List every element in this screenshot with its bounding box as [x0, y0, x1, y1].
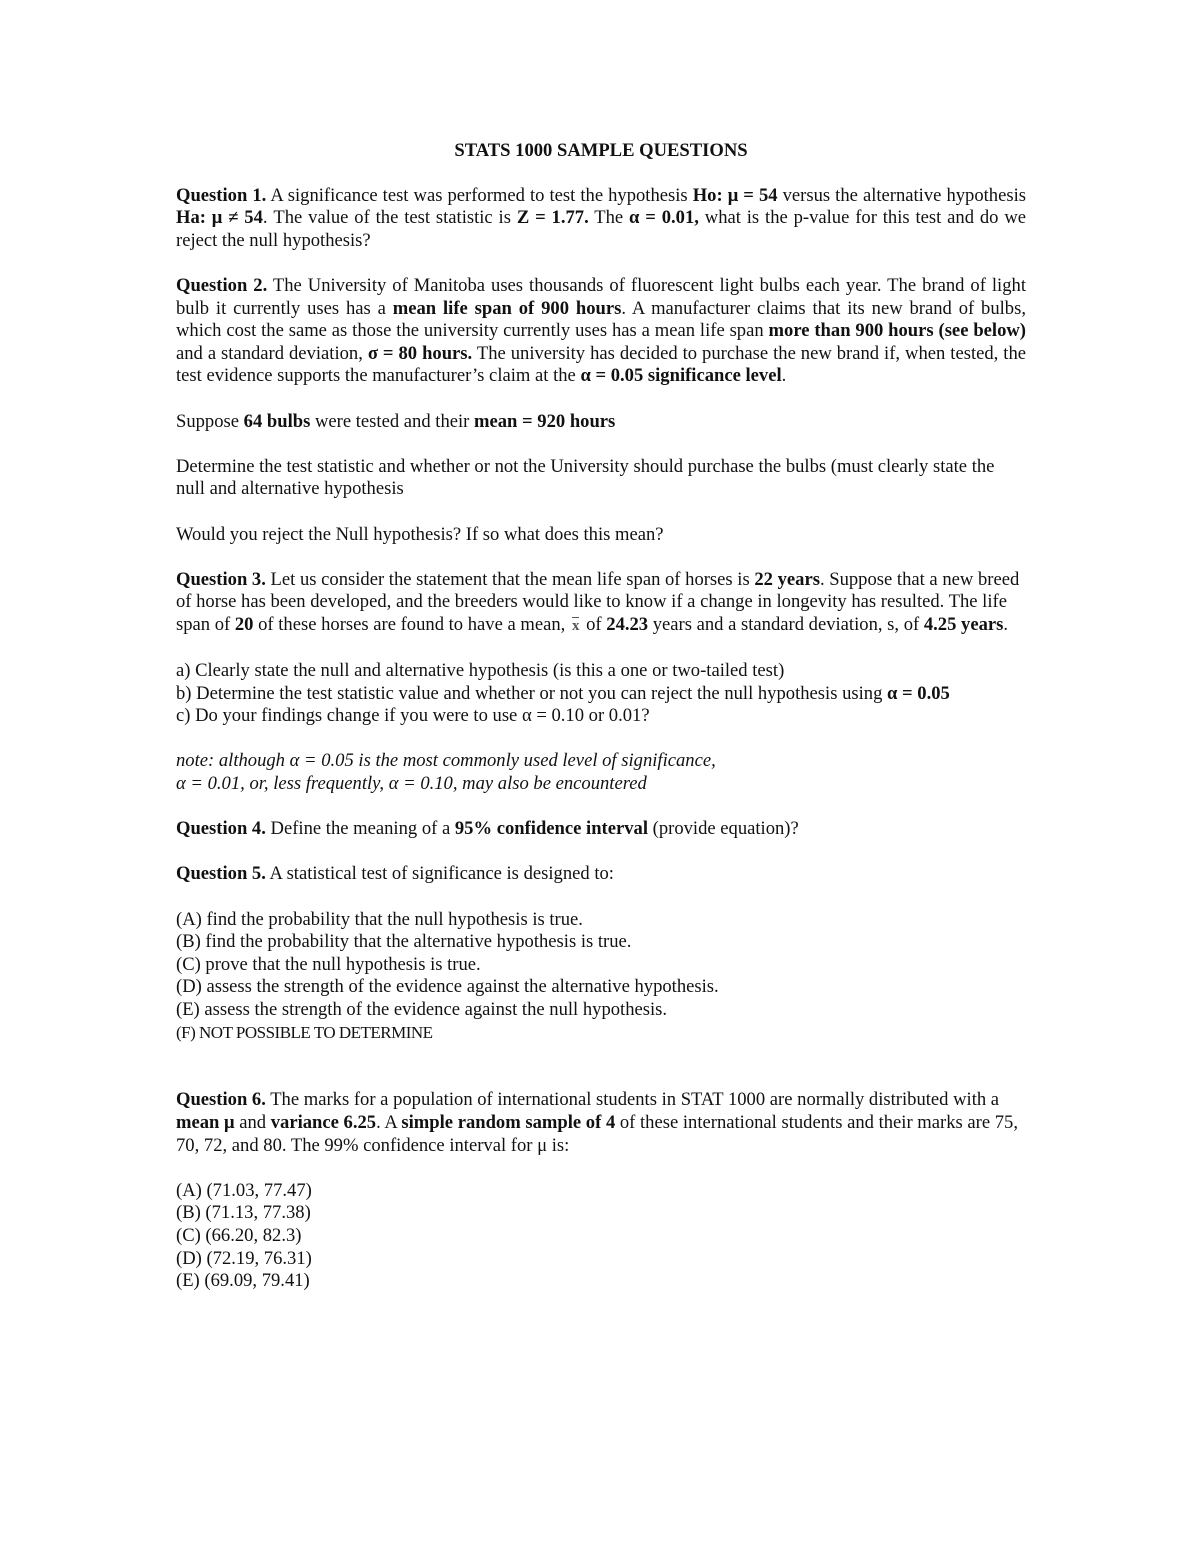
q6-mean: mean μ	[176, 1111, 235, 1133]
q2-suppose	[176, 411, 1026, 434]
question-1-label: Question 1.	[176, 184, 267, 206]
q6-option-a: (A) (71.03, 77.47)	[176, 1179, 312, 1201]
q6-options	[176, 1180, 1026, 1293]
q5-option-c: (C) prove that the null hypothesis is true.	[176, 953, 481, 975]
q1-text: versus the alternative hypothesis	[777, 184, 1026, 206]
q6-text: and	[234, 1111, 271, 1133]
spacer	[176, 1044, 1026, 1067]
q6-option-b: (B) (71.13, 77.38)	[176, 1202, 311, 1224]
q2-claim: more than 900 hours (see below)	[768, 320, 1026, 342]
question-4	[176, 818, 1026, 841]
q3-text: Let us consider the statement that the mean life span of horses is	[265, 568, 755, 590]
q1-alpha: α = 0.01,	[629, 207, 699, 229]
q3-text: .	[1003, 613, 1009, 635]
q3-part-a: a) Clearly state the null and alternative hypothesis (is this a one or two-tailed test)	[176, 660, 785, 682]
question-5	[176, 863, 1026, 886]
q6-text: The marks for a population of international students in STAT 1000 are normally distributed with a	[265, 1089, 1000, 1111]
q2-determine: Determine the test statistic and whether or not the University should purchase the bulbs (must clearly state the null and alternative hypothesis	[176, 455, 995, 500]
q5-option-d: (D) assess the strength of the evidence against the alternative hypothesis.	[176, 976, 719, 998]
question-1	[176, 185, 1026, 253]
q5-options	[176, 909, 1026, 1045]
q3-part-b	[176, 683, 1026, 706]
q3-alpha: α = 0.05	[887, 682, 950, 704]
q1-text: . The value of the test statistic is	[262, 207, 517, 229]
q6-variance: variance 6.25	[270, 1111, 377, 1133]
q3-text: of these horses are found to have a mean,	[253, 613, 570, 635]
q4-confidence-interval: 95% confidence interval	[454, 818, 648, 840]
q2-text: . A manufacturer claims that its new brand of bulbs, which cost the same as those the university currently uses has a mean life span	[176, 297, 1026, 342]
q6-text: . A	[376, 1111, 402, 1133]
q1-alt-hypothesis: Ha: μ ≠ 54	[176, 207, 263, 229]
q2-text: The University of Manitoba uses thousands of fluorescent light bulbs each year. The brand of light bulb it currently uses has a	[176, 274, 1026, 319]
question-2-label: Question 2.	[176, 274, 268, 296]
q1-text: A significance test was performed to test the hypothesis	[266, 184, 693, 206]
q3-sample-mean: 24.23	[606, 613, 649, 635]
q1-test-statistic: Z = 1.77.	[516, 207, 589, 229]
q3-parts	[176, 660, 1026, 728]
q2-mean-life-span: mean life span of 900 hours	[392, 297, 622, 319]
q1-text: what is the p-value for this test and do we reject the null hypothesis?	[176, 207, 1026, 251]
q5-option-a: (A) find the probability that the null hypothesis is true.	[176, 908, 583, 930]
question-3-label: Question 3.	[176, 568, 266, 590]
q5-option-b: (B) find the probability that the alternative hypothesis is true.	[176, 931, 632, 953]
q3-sample-size: 20	[234, 613, 254, 635]
q3-part-c: c) Do your findings change if you were to use α = 0.10 or 0.01?	[176, 705, 650, 727]
q2-sigma: σ = 80 hours.	[367, 342, 473, 364]
q3-std-dev: 4.25 years	[923, 613, 1004, 635]
q2-text: Suppose	[176, 410, 244, 432]
q3-text: b) Determine the test statistic value and whether or not you can reject the null hypothesis using	[176, 682, 888, 704]
q3-text: . Suppose that a new breed of horse has been developed, and the breeders would like to know if a change in longevity has resulted. The life span of	[176, 568, 1020, 635]
q2-text: were tested and their	[310, 410, 475, 432]
q6-option-d: (D) (72.19, 76.31)	[176, 1247, 312, 1269]
question-4-label: Question 4.	[176, 818, 266, 840]
q2-sample-mean: mean = 920 hours	[474, 410, 616, 432]
spacer	[176, 1067, 1026, 1090]
q6-text: of these international students and their marks are 75, 70, 72, and 80. The 99% confidence interval for μ is:	[176, 1111, 1018, 1156]
q6-option-c: (C) (66.20, 82.3)	[176, 1224, 302, 1246]
question-6-label: Question 6.	[176, 1089, 266, 1111]
q5-option-e: (E) assess the strength of the evidence against the null hypothesis.	[176, 998, 668, 1020]
q2-text: The university has decided to purchase the new brand if, when tested, the test evidence supports the manufacturer’s claim at the	[176, 342, 1026, 387]
q3-note-line-1: note: although α = 0.05 is the most commonly used level of significance,	[176, 750, 716, 772]
q2-reject: Would you reject the Null hypothesis? If so what does this mean?	[176, 523, 664, 545]
q1-text: The	[588, 207, 630, 229]
q4-text: Define the meaning of a	[265, 818, 455, 840]
document-page	[176, 140, 1026, 1293]
question-6	[176, 1089, 1026, 1157]
question-2	[176, 275, 1026, 388]
q3-text: of	[581, 613, 607, 635]
q1-null-hypothesis: Ho: μ = 54	[692, 184, 778, 206]
question-5-label: Question 5.	[176, 863, 266, 885]
q4-text: (provide equation)?	[648, 818, 799, 840]
q3-note-line-2: α = 0.01, or, less frequently, α = 0.10, may also be encountered	[176, 773, 647, 795]
x-bar-symbol: x	[572, 615, 580, 638]
q6-sample: simple random sample of 4	[401, 1111, 616, 1133]
q2-sample-size: 64 bulbs	[243, 410, 311, 432]
q3-note	[176, 750, 1026, 795]
page-title: STATS 1000 SAMPLE QUESTIONS	[454, 140, 748, 161]
q3-text: years and a standard deviation, s, of	[648, 613, 924, 635]
q6-option-e: (E) (69.09, 79.41)	[176, 1270, 310, 1292]
q2-text: .	[781, 365, 787, 387]
q5-option-f: (F) NOT POSSIBLE TO DETERMINE	[176, 1022, 433, 1042]
q2-significance-level: α = 0.05 significance level	[580, 365, 782, 387]
q2-text: and a standard deviation,	[176, 342, 368, 364]
q3-mean-life-span: 22 years	[754, 568, 820, 590]
q5-text: A statistical test of significance is designed to:	[265, 863, 614, 885]
question-3	[176, 569, 1026, 638]
